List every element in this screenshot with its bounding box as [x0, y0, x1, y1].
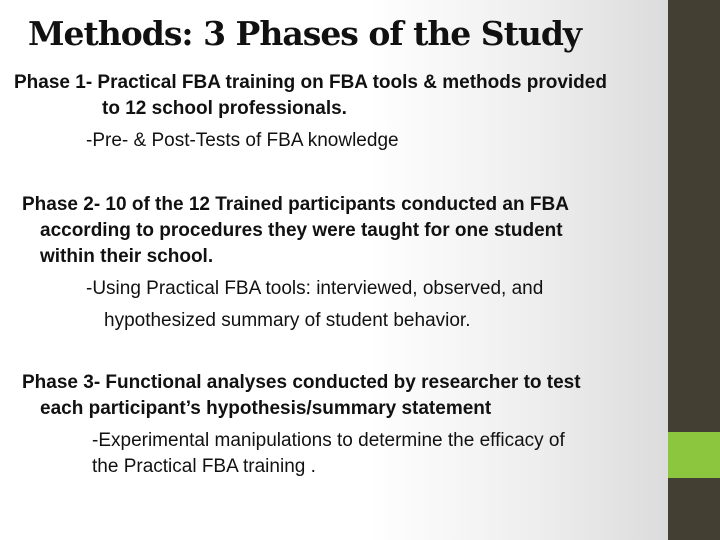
phase-3-detail-line-1: -Experimental manipulations to determine the efficacy of [92, 430, 565, 451]
slide-title: Methods: 3 Phases of the Study [28, 14, 582, 53]
sidebar-accent-block [668, 432, 720, 478]
phase-3-heading-line-1: Phase 3- Functional analyses conducted by researcher to test [22, 372, 581, 393]
phase-1-heading-line-2: to 12 school professionals. [102, 98, 347, 119]
phase-2-heading-line-2: according to procedures they were taught for one student [40, 220, 563, 241]
phase-1-detail-line-1: -Pre- & Post-Tests of FBA knowledge [86, 130, 399, 151]
phase-2-detail-line-1: -Using Practical FBA tools: interviewed, observed, and [86, 278, 544, 299]
phase-3-detail-line-2: the Practical FBA training . [92, 456, 316, 477]
phase-3-heading-line-2: each participant’s hypothesis/summary statement [40, 398, 492, 419]
phase-2-heading-line-1: Phase 2- 10 of the 12 Trained participants conducted an FBA [22, 194, 569, 215]
phase-1-heading-line-1: Phase 1- Practical FBA training on FBA tools & methods provided [14, 72, 607, 93]
phase-2-detail-line-2: hypothesized summary of student behavior. [104, 310, 471, 331]
phase-2-heading-line-3: within their school. [40, 246, 214, 267]
